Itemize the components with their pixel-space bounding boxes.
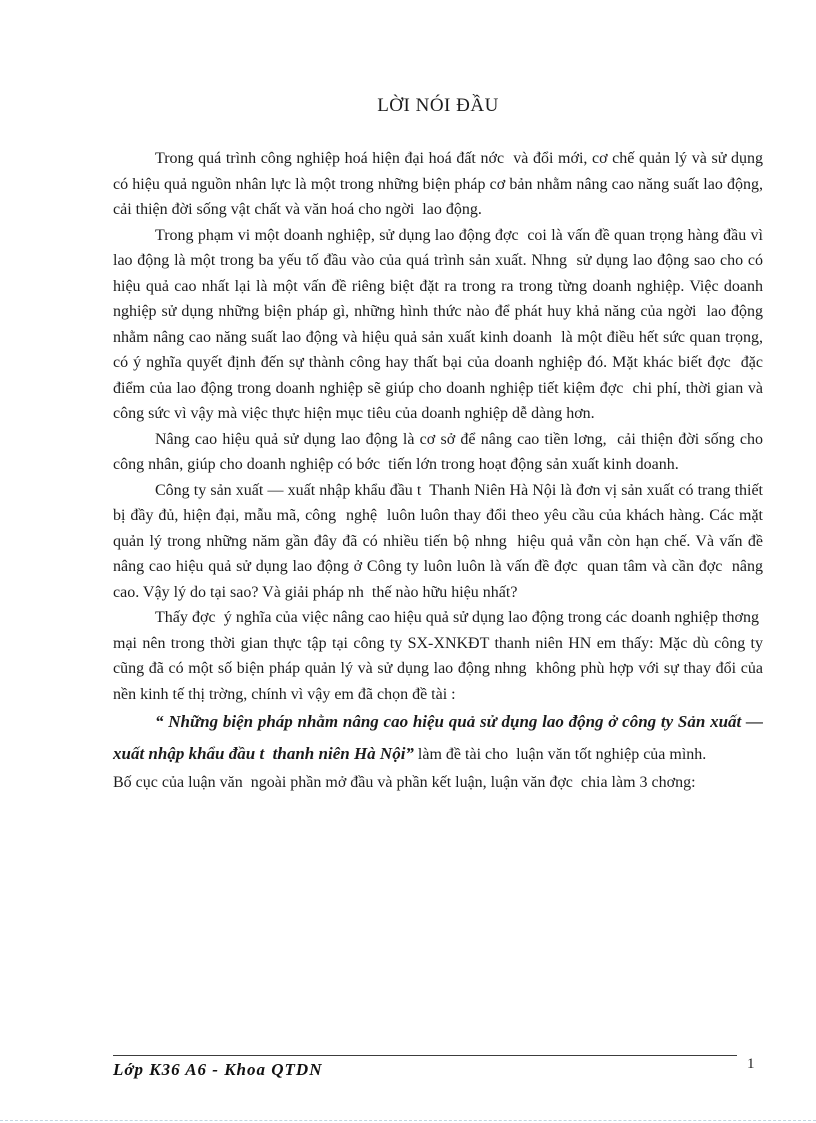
paragraph-company-description: Công ty sản xuất — xuất nhập khẩu đầu t Thanh Niên Hà Nội là đơn vị sản xuất có trang thiết bị đầy đủ, hiện đại, mẫu mã, công nghệ luôn luôn thay đổi theo yêu cầu của khách hàng. Các mặt quản lý trong những năm gần đây đã có nhiều tiến bộ nhng hiệu quả vẫn còn hạn chế. Và vấn đề nâng cao hiệu quả sử dụng lao động ở Công ty luôn luôn là vấn đề đợc quan tâm và cần đợc nâng cao. Vậy lý do tại sao? Và giải pháp nh thế nào hữu hiệu nhất?	[113, 481, 763, 601]
paragraph-reason-for-topic: Thấy đợc ý nghĩa của việc nâng cao hiệu quả sử dụng lao động trong các doanh nghiệp thơng mại nên trong thời gian thực tập tại công ty SX-XNKĐT thanh niên HN em thấy: Mặc dù công ty cũng đã có một số biện pháp quản lý và sử dụng lao động nhng không phù hợp với sự thay đổi của nền kinh tế thị trờng, chính vì vậy em đã chọn đề tài :	[113, 609, 763, 703]
page-break-marker	[0, 1120, 816, 1121]
paragraph-structure-note: Bố cục của luận văn ngoài phần mở đầu và phần kết luận, luận văn đợc chia làm 3 chơng:	[113, 774, 696, 791]
paragraph-intro: Trong quá trình công nghiệp hoá hiện đại hoá đất nớc và đổi mới, cơ chế quản lý và sử dụng có hiệu quả nguồn nhân lực là một trong những biện pháp cơ bản nhằm nâng cao năng suất lao động, cải thiện đời sống vật chất và văn hoá cho ngời lao động.	[113, 150, 763, 218]
footer-class-label: Lớp K36 A6 - Khoa QTDN	[113, 1060, 323, 1079]
paragraph-efficiency-basis: Nâng cao hiệu quả sử dụng lao động là cơ sở để nâng cao tiền lơng, cải thiện đời sống cho công nhân, giúp cho doanh nghiệp có bớc tiến lớn trong hoạt động sản xuất kinh doanh.	[113, 430, 763, 473]
thesis-topic-rest: làm đề tài cho luận văn tốt nghiệp của mình.	[413, 745, 707, 763]
page-number: 1	[747, 1056, 755, 1072]
document-title: LỜI NÓI ĐẦU	[377, 95, 499, 116]
document-body	[113, 92, 763, 796]
footer-divider-line	[113, 1055, 737, 1056]
paragraph-labor-importance: Trong phạm vi một doanh nghiệp, sử dụng lao động đợc coi là vấn đề quan trọng hàng đầu vì lao động là một trong ba yếu tố đầu vào của quá trình sản xuất. Nhng sử dụng lao động sao cho có hiệu quả cao nhất lại là một vấn đề riêng biệt đặt ra trong ra trong từng doanh nghiệp. Việc doanh nghiệp sử dụng những biện pháp gì, những hình thức nào để phát huy khả năng của ngời lao động nhằm nâng cao năng suất lao động và hiệu quả sản xuất kinh doanh là một điều hết sức quan trọng, có ý nghĩa quyết định đến sự thành công hay thất bại của doanh nghiệp đó. Mặt khác biết đợc đặc điểm của lao động trong doanh nghiệp sẽ giúp cho doanh nghiệp tiết kiệm đợc chi phí, thời gian và công sức vì vậy mà việc thực hiện mục tiêu của doanh nghiệp dễ dàng hơn.	[113, 226, 763, 422]
thesis-topic-quote: “ Những biện pháp nhằm nâng cao hiệu quả sử dụng lao động ở công ty Sản xuất —xuất nhập khẩu đầu t thanh niên Hà Nội”	[113, 712, 763, 763]
thesis-topic-paragraph	[113, 707, 763, 770]
